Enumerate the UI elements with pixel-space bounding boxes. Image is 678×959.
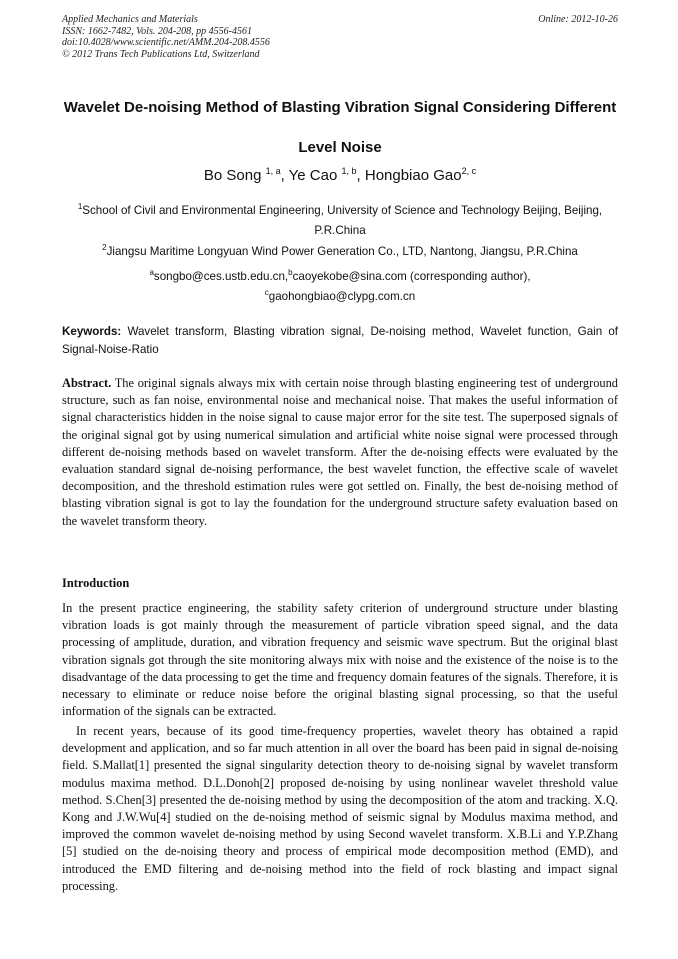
abstract-section <box>62 375 618 530</box>
affiliation-1 <box>62 201 618 241</box>
affiliation-text: School of Civil and Environmental Engineering, University of Science and Technology Beijing, Beijing, P.R.China <box>82 204 603 237</box>
issn-line: ISSN: 1662-7482, Vols. 204-208, pp 4556-4561 <box>62 25 252 37</box>
paragraph-text: In the present practice engineering, the stability safety criterion of underground structure under blasting vibration loads is got mainly through the measurement of particle vibration speed signal, and the data processing of amplitude, duration, and vibration frequency and seismic wave spectrum. But the original blast vibration signals got through the site monitoring always mix with noise and the existence of the noise is to the disadvantage of the data processing to get the time and frequency domain features of the signals. Therefore, it is necessary to eliminate or reduce noise before the original blasting signal processing, so that the useful information of the signals can be extracted. <box>62 601 618 719</box>
journal-name: Applied Mechanics and Materials <box>62 14 198 25</box>
author-name: Bo Song <box>203 167 262 184</box>
affiliation-2 <box>62 242 618 262</box>
author-superscript: 1, b <box>341 166 357 176</box>
introduction-paragraph-1 <box>62 600 618 720</box>
keywords-label: Keywords: <box>62 325 122 338</box>
email-superscript: c <box>264 288 269 297</box>
author-list <box>62 165 618 187</box>
email-superscript: a <box>149 268 154 277</box>
email-link[interactable]: gaohongbiao@clypg.com.cn <box>268 290 416 303</box>
keywords-text: Wavelet transform, Blasting vibration signal, De-noising method, Wavelet function, Gain of Signal-Noise-Ratio <box>62 325 618 356</box>
author-separator: , <box>356 167 365 184</box>
author-superscript: 1, a <box>265 166 281 176</box>
email-link[interactable]: caoyekobe@sina.com (corresponding author), <box>292 270 531 283</box>
abstract-label: Abstract. <box>62 376 112 390</box>
online-date: Online: 2012-10-26 <box>538 14 618 25</box>
copyright-line: © 2012 Trans Tech Publications Ltd, Switzerland <box>62 48 260 60</box>
email-link[interactable]: songbo@ces.ustb.edu.cn, <box>153 270 289 283</box>
introduction-heading: Introduction <box>62 576 130 590</box>
author-superscript: 2, c <box>461 166 477 176</box>
author-separator: , <box>280 167 289 184</box>
affiliation-text: Jiangsu Maritime Longyuan Wind Power Generation Co., LTD, Nantong, Jiangsu, P.R.China <box>106 245 578 258</box>
author-emails <box>62 267 618 307</box>
paper-title: Wavelet De-noising Method of Blasting Vibration Signal Considering Different Level Noise <box>63 99 617 156</box>
abstract-text: The original signals always mix with certain noise through blasting engineering test of underground structure, such as fan noise, environmental noise and mechanical noise. That makes the useful information of signal characteristics hidden in the noise signal to cause major error for the site test. The superposed signals of the original signal got by using numerical simulation and artificial white noise signal were processed through different de-noising methods based on wavelet transform. After the de-noising effects were evaluated by the evaluation standard signal de-noising performance, the best wavelet function, the effective scale of wavelet decomposition, and the threshold estimation rules were got settled on. Finally, the best de-noising method of blasting vibration signal is got to lay the foundation for the underground structure safety evaluation based on the wavelet transform theory. <box>62 376 618 528</box>
introduction-paragraph-2 <box>62 723 618 895</box>
affiliation-superscript: 2 <box>102 243 107 252</box>
author-name: Hongbiao Gao <box>364 167 462 184</box>
doi-line: doi:10.4028/www.scientific.net/AMM.204-208.4556 <box>62 37 270 49</box>
paragraph-text: In recent years, because of its good time-frequency properties, wavelet theory has obtained a rapid development and application, and so far much attention in all over the board has been paid in signal de-noising field. S.Mallat[1] presented the signal singularity detection theory to de-noising signal by wavelet transform modulus maxima method. D.L.Donoh[2] proposed de-noising by using nonlinear wavelet threshold value method. S.Chen[3] presented the de-noising method by using the decomposition of the atom and tracking. X.Q. Kong and J.W.Wu[4] studied on the de-noising method of seismic signal by Modulus maxima method, and improved the common wavelet de-noising method by using Second wavelet transform. X.B.Li and Y.P.Zhang [5] studied on the de-noising theory and process of empirical mode decomposition method (EMD), and introduced the EMD filtering and de-noising method into the field of rock blasting and impact signal processing. <box>62 724 618 893</box>
affiliation-superscript: 1 <box>77 202 83 211</box>
journal-header <box>62 14 618 60</box>
author-name: Ye Cao <box>288 167 338 184</box>
email-superscript: b <box>288 268 293 277</box>
keywords-section <box>62 323 618 359</box>
